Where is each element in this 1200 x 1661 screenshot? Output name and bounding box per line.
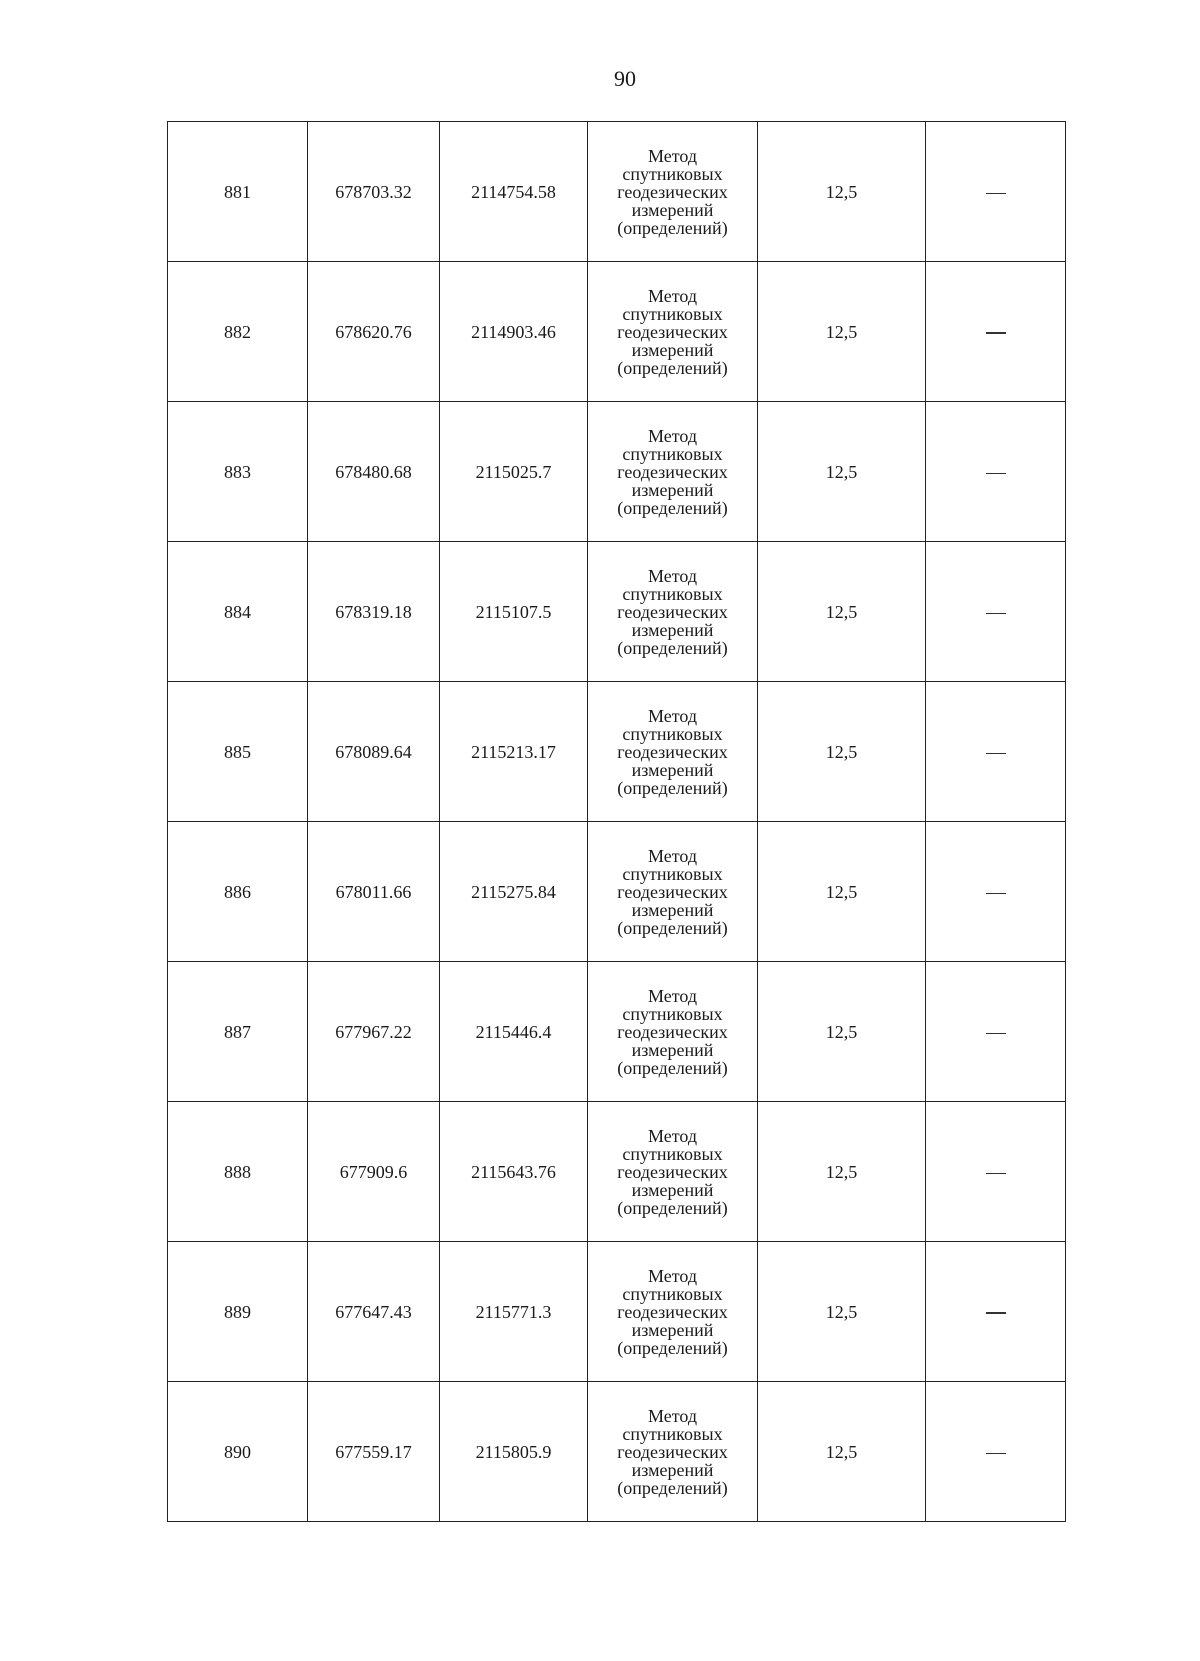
dash-mark (986, 1173, 1006, 1174)
method-line: измерений (631, 479, 714, 500)
method-line: (определений) (617, 1197, 728, 1218)
method-cell (588, 1382, 758, 1522)
description-cell (926, 962, 1066, 1102)
dash-mark (986, 1453, 1006, 1454)
method-cell (588, 1242, 758, 1382)
point-number-cell: 886 (168, 822, 308, 962)
table-row (168, 962, 1066, 1102)
x-coordinate-cell: 677647.43 (308, 1242, 440, 1382)
x-coordinate-cell: 678089.64 (308, 682, 440, 822)
method-line: спутниковых (622, 163, 723, 184)
method-line: геодезических (617, 1441, 728, 1462)
method-line: спутниковых (622, 1003, 723, 1024)
accuracy-cell: 12,5 (758, 682, 926, 822)
y-coordinate-cell: 2115643.76 (440, 1102, 588, 1242)
accuracy-cell: 12,5 (758, 962, 926, 1102)
method-line: измерений (631, 1179, 714, 1200)
description-cell (926, 1102, 1066, 1242)
method-line: спутниковых (622, 443, 723, 464)
y-coordinate-cell: 2115213.17 (440, 682, 588, 822)
accuracy-cell: 12,5 (758, 822, 926, 962)
dash-mark (986, 332, 1006, 334)
accuracy-cell: 12,5 (758, 1242, 926, 1382)
method-cell (588, 1102, 758, 1242)
method-line: спутниковых (622, 863, 723, 884)
description-cell (926, 542, 1066, 682)
method-line: геодезических (617, 1021, 728, 1042)
method-line: геодезических (617, 1161, 728, 1182)
method-line: (определений) (617, 1337, 728, 1358)
method-line: геодезических (617, 741, 728, 762)
point-number-cell: 881 (168, 122, 308, 262)
method-line: спутниковых (622, 583, 723, 604)
table-row (168, 682, 1066, 822)
table-row (168, 122, 1066, 262)
method-line: геодезических (617, 601, 728, 622)
page-number: 90 (614, 66, 636, 91)
method-line: спутниковых (622, 1283, 723, 1304)
method-line: измерений (631, 1459, 714, 1480)
dash-mark (986, 1033, 1006, 1034)
accuracy-cell: 12,5 (758, 402, 926, 542)
description-cell (926, 402, 1066, 542)
method-line: Метод (647, 985, 698, 1006)
method-cell (588, 542, 758, 682)
point-number-cell: 884 (168, 542, 308, 682)
dash-mark (986, 893, 1006, 894)
y-coordinate-cell: 2115275.84 (440, 822, 588, 962)
method-line: измерений (631, 759, 714, 780)
method-cell (588, 822, 758, 962)
method-line: Метод (647, 1405, 698, 1426)
method-line: Метод (647, 565, 698, 586)
y-coordinate-cell: 2115025.7 (440, 402, 588, 542)
method-line: (определений) (617, 1477, 728, 1498)
method-line: Метод (647, 285, 698, 306)
method-line: измерений (631, 619, 714, 640)
dash-mark (986, 753, 1006, 754)
method-cell (588, 262, 758, 402)
method-line: измерений (631, 199, 714, 220)
method-line: (определений) (617, 917, 728, 938)
point-number-cell: 890 (168, 1382, 308, 1522)
y-coordinate-cell: 2115805.9 (440, 1382, 588, 1522)
point-number-cell: 889 (168, 1242, 308, 1382)
y-coordinate-cell: 2114754.58 (440, 122, 588, 262)
method-line: измерений (631, 339, 714, 360)
method-line: (определений) (617, 497, 728, 518)
method-cell (588, 682, 758, 822)
method-line: (определений) (617, 357, 728, 378)
method-line: (определений) (617, 777, 728, 798)
method-line: Метод (647, 1265, 698, 1286)
method-line: Метод (647, 1125, 698, 1146)
description-cell (926, 1242, 1066, 1382)
point-number-cell: 888 (168, 1102, 308, 1242)
y-coordinate-cell: 2115107.5 (440, 542, 588, 682)
method-line: Метод (647, 425, 698, 446)
table-row (168, 822, 1066, 962)
description-cell (926, 262, 1066, 402)
method-line: Метод (647, 705, 698, 726)
accuracy-cell: 12,5 (758, 1382, 926, 1522)
method-line: геодезических (617, 321, 728, 342)
method-line: (определений) (617, 1057, 728, 1078)
accuracy-cell: 12,5 (758, 122, 926, 262)
table-row (168, 402, 1066, 542)
accuracy-cell: 12,5 (758, 262, 926, 402)
method-line: Метод (647, 145, 698, 166)
method-line: измерений (631, 1319, 714, 1340)
method-line: спутниковых (622, 303, 723, 324)
method-cell (588, 402, 758, 542)
table-row (168, 1382, 1066, 1522)
method-line: (определений) (617, 637, 728, 658)
y-coordinate-cell: 2115446.4 (440, 962, 588, 1102)
dash-mark (986, 613, 1006, 614)
table-row (168, 542, 1066, 682)
method-cell (588, 962, 758, 1102)
description-cell (926, 822, 1066, 962)
x-coordinate-cell: 678480.68 (308, 402, 440, 542)
dash-mark (986, 193, 1006, 194)
x-coordinate-cell: 677559.17 (308, 1382, 440, 1522)
x-coordinate-cell: 678011.66 (308, 822, 440, 962)
method-line: геодезических (617, 181, 728, 202)
x-coordinate-cell: 677967.22 (308, 962, 440, 1102)
x-coordinate-cell: 678703.32 (308, 122, 440, 262)
table-row (168, 262, 1066, 402)
y-coordinate-cell: 2114903.46 (440, 262, 588, 402)
point-number-cell: 882 (168, 262, 308, 402)
table-row (168, 1242, 1066, 1382)
method-line: (определений) (617, 217, 728, 238)
description-cell (926, 122, 1066, 262)
point-number-cell: 885 (168, 682, 308, 822)
description-cell (926, 682, 1066, 822)
method-line: геодезических (617, 461, 728, 482)
x-coordinate-cell: 678319.18 (308, 542, 440, 682)
table-row (168, 1102, 1066, 1242)
point-number-cell: 887 (168, 962, 308, 1102)
coordinates-table-body (168, 122, 1066, 1522)
method-line: измерений (631, 899, 714, 920)
point-number-cell: 883 (168, 402, 308, 542)
dash-mark (986, 473, 1006, 474)
method-line: Метод (647, 845, 698, 866)
dash-mark (986, 1312, 1006, 1314)
x-coordinate-cell: 678620.76 (308, 262, 440, 402)
method-cell (588, 122, 758, 262)
x-coordinate-cell: 677909.6 (308, 1102, 440, 1242)
method-line: спутниковых (622, 723, 723, 744)
coordinates-table (167, 121, 1066, 1522)
description-cell (926, 1382, 1066, 1522)
method-line: спутниковых (622, 1423, 723, 1444)
y-coordinate-cell: 2115771.3 (440, 1242, 588, 1382)
accuracy-cell: 12,5 (758, 1102, 926, 1242)
method-line: спутниковых (622, 1143, 723, 1164)
method-line: геодезических (617, 881, 728, 902)
accuracy-cell: 12,5 (758, 542, 926, 682)
method-line: геодезических (617, 1301, 728, 1322)
method-line: измерений (631, 1039, 714, 1060)
